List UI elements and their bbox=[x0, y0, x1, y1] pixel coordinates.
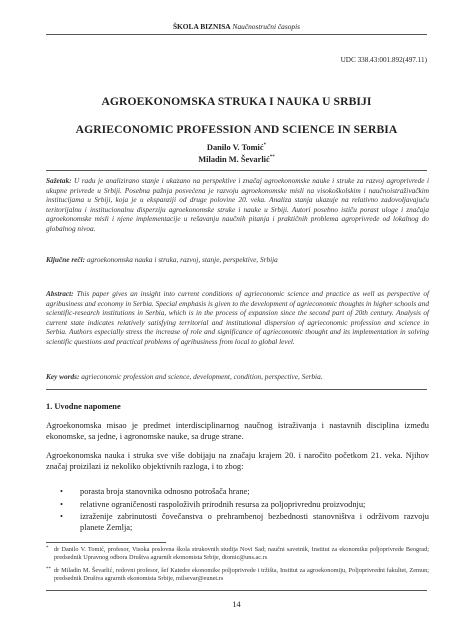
author-2-name: Miladin M. Ševarlić bbox=[198, 155, 270, 164]
header-rule bbox=[46, 34, 427, 35]
author-2-mark: ** bbox=[269, 155, 275, 160]
section-paragraph-2: Agroekonomska nauka i struka sve više dobijaju na značaju krajem 20. i naročito početkom 21. veka. Njihov značaj proizilazi iz nekoliko objektivnih razloga, i to zbog: bbox=[46, 451, 429, 471]
footnote-1-mark: * bbox=[46, 546, 49, 551]
abstract-label: Abstract: bbox=[46, 289, 74, 298]
list-item: • porasta broja stanovnika odnosno potrošača hrane; bbox=[60, 487, 250, 496]
author-1 bbox=[0, 143, 473, 152]
footnote-2 bbox=[46, 567, 429, 583]
footnote-1 bbox=[46, 546, 429, 562]
section-heading: 1. Uvodne napomene bbox=[46, 402, 121, 411]
keywords-serbian-label: Ključne reči: bbox=[46, 255, 86, 264]
footer-rule bbox=[46, 590, 427, 591]
footnote-1-text: dr Danilo V. Tomić, profesor, Visoka poslovna škola strukovnih studija Novi Sad; naučni savetnik, Institut za ekonomiku poljoprivrede Beograd; predsednik Upravnog odbora Društva agrarnih ekonomista Srbije, dtomic@uns.ac.rs bbox=[54, 546, 429, 562]
title-english: AGRIECONOMIC PROFESSION AND SCIENCE IN SERBIA bbox=[75, 123, 398, 136]
summary-label: Sažetak: bbox=[46, 176, 72, 185]
list-item: • izraženije zabrinutosti čovečanstva o prehrambenoj bezbednosti stanovništva i održivom razvoju planete Zemlja; bbox=[60, 512, 429, 532]
title-serbian: AGROEKONOMSKA STRUKA I NAUKA U SRBIJI bbox=[101, 95, 372, 108]
abstract bbox=[46, 289, 429, 347]
keywords-serbian bbox=[46, 255, 429, 265]
bullet-icon: • bbox=[60, 499, 63, 509]
keywords-english-label: Key words: bbox=[46, 372, 80, 381]
keywords-english-text: agrieconomic profession and science, development, condition, perspective, Serbia. bbox=[81, 372, 323, 381]
footnote-rule bbox=[46, 542, 166, 543]
list-item: • relativne ograničenosti raspoloživih prirodnih resursa za poljoprivrednu proizvodnju; bbox=[60, 499, 366, 509]
bullet-icon: • bbox=[60, 487, 63, 496]
author-1-mark: * bbox=[263, 143, 267, 148]
summary bbox=[46, 176, 429, 234]
bullet-icon: • bbox=[60, 512, 63, 521]
summary-top-rule bbox=[46, 170, 427, 171]
author-1-name: Danilo V. Tomić bbox=[206, 143, 264, 152]
summary-text: U radu je analizirano stanje i ukazano na perspektive i značaj agroekonomske nauke i struke za razvoj agroprivrede i ukupne privrede u Srbiji. Posebna pažnja posvećena je razvoju agroekonomske misli na visokoškolskim i naučnoistraživačkim institucijama u Srbiji, koja je u ekspanziji od druge polovine 20. veka. Analiza stanja ukazuje na relativno zadovoljavajuću teritorijalnu i institucionalnu disperziju agroekonomske struke i nauke u Srbiji. Autori posebno ističu porast uloge i značaja agroekonomske misli i njene implementacije u rešavanju naučnih pitanja i praktičnih problema agroprivrede od lokalnog do globalnog nivoa. bbox=[46, 176, 429, 233]
author-2 bbox=[0, 155, 473, 164]
reasons-list bbox=[46, 486, 429, 535]
section-paragraph-1: Agroekonomska misao je predmet interdisciplinarnog naučnog istraživanja i nastavnih disciplina između ekonomske, sa jedne, i agronomske nauke, sa druge strane. bbox=[46, 421, 429, 441]
page-number: 14 bbox=[232, 600, 241, 609]
footnote-2-text: dr Miladin M. Ševarlić, redovni profesor, šef Katedre ekonomike poljoprivrede i tržišta, Institut za agroekonomiju, Poljoprivredni fakultet, Zemun; predsednik Društva agrarnih ekonomista Srbije, milsevar@eunet.rs bbox=[54, 567, 429, 583]
journal-subtitle: Naučnostručni časopis bbox=[232, 22, 301, 31]
abstract-bottom-rule bbox=[46, 389, 427, 390]
keywords-serbian-text: agroekonomska nauka i struka, razvoj, stanje, perspektive, Srbija bbox=[86, 255, 278, 264]
journal-name: ŠKOLA BIZNISA bbox=[172, 22, 231, 31]
abstract-text: This paper gives an insight into current conditions of agrieconomic science and practice as well as perspective of agribusiness and economy in Serbia. Special emphasis is given to the development of agrieconomic thoughts in higher schools and scientific-research institutions in Serbia, which is in the process of expansion since the second part of 20th century. Analysis of current state indicates relatively satisfying territorial and institutional dispersion of agrieconomic profession and science in Serbia. Authors especially stress the increase of role and significance of agrieconomic thought and its implementation in solving scientific questions and practical problems of agribusiness from local to global level. bbox=[46, 289, 429, 346]
running-header bbox=[0, 22, 473, 31]
udc-code: UDC 338.43:001.892(497.11) bbox=[340, 56, 427, 64]
keywords-english bbox=[46, 372, 429, 382]
footnote-2-mark: ** bbox=[46, 567, 51, 572]
